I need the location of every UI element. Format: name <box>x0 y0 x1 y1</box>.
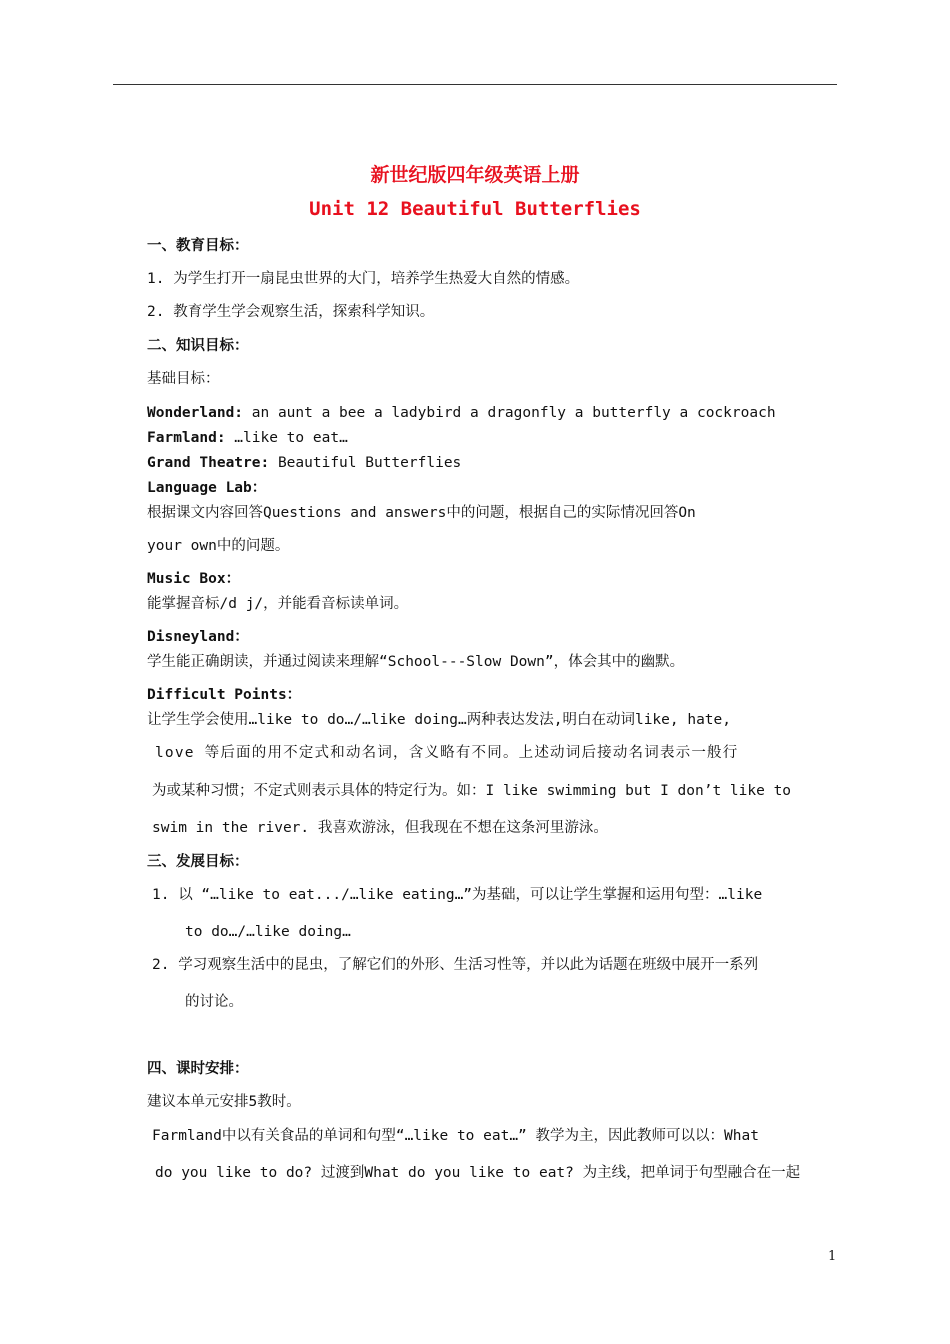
music-box-label: Music Box： <box>147 571 241 587</box>
difficult-points-text-3: 为或某种习惯；不定式则表示具体的特定行为。如：I like swimming but I don’t like to <box>152 783 792 799</box>
grand-theatre-label: Grand Theatre: <box>147 455 270 471</box>
section-heading-1: 一、教育目标： <box>147 238 249 254</box>
difficult-points-label: Difficult Points： <box>147 687 302 703</box>
section3-item-2-line-1: 2. 学习观察生活中的昆虫，了解它们的外形、生活习性等，并以此为话题在班级中展开一系列 <box>152 957 759 973</box>
section3-item-1-line-1: 1. 以 “…like to eat.../…like eating…”为基础，可以让学生掌握和运用句型：…like <box>152 887 763 903</box>
language-lab-label: Language Lab： <box>147 480 267 496</box>
section-heading-3: 三、发展目标： <box>147 854 249 870</box>
farmland-label: Farmland: <box>147 430 226 446</box>
grand-theatre-line <box>147 454 461 472</box>
difficult-points-text-1: 让学生学会使用…like to do…/…like doing…两种表达发法,明白在动词like, hate, <box>147 712 731 728</box>
music-box-text: 能掌握音标/d j/，并能看音标读单词。 <box>147 596 409 612</box>
difficult-points-text-4: swim in the river. 我喜欢游泳，但我现在不想在这条河里游泳。 <box>152 820 608 836</box>
section1-item-2: 2. 教育学生学会观察生活，探索科学知识。 <box>147 304 435 320</box>
wonderland-text: an aunt a bee a ladybird a dragonfly a butterfly a cockroach <box>243 405 776 421</box>
basic-goals-label: 基础目标： <box>147 371 220 387</box>
grand-theatre-text: Beautiful Butterflies <box>269 455 462 471</box>
section4-line-1: 建议本单元安排5教时。 <box>147 1094 301 1110</box>
section4-line-2: Farmland中以有关食品的单词和句型“…like to eat…” 教学为主，因此教师可以以：What <box>152 1128 759 1144</box>
language-lab-text-1: 根据课文内容回答Questions and answers中的问题，根据自己的实际情况回答On <box>147 505 696 521</box>
wonderland-label: Wonderland: <box>147 405 244 421</box>
document-title-en: Unit 12 Beautiful Butterflies <box>309 198 641 220</box>
section4-line-3: do you like to do? 过渡到What do you like to eat? 为主线，把单词于句型融合在一起 <box>155 1165 801 1181</box>
document-title-cn: 新世纪版四年级英语上册 <box>370 164 580 186</box>
section1-item-1: 1. 为学生打开一扇昆虫世界的大门，培养学生热爱大自然的情感。 <box>147 271 580 287</box>
wonderland-line <box>147 404 776 422</box>
disneyland-text: 学生能正确朗读，并通过阅读来理解“School---Slow Down”，体会其中的幽默。 <box>147 654 685 670</box>
page-number: 1 <box>828 1249 837 1264</box>
farmland-line <box>147 429 348 447</box>
difficult-points-text-2: love 等后面的用不定式和动名词，含义略有不同。上述动词后接动名词表示一般行 <box>155 745 739 761</box>
farmland-text: …like to eat… <box>225 430 348 446</box>
language-lab-text-2: your own中的问题。 <box>147 538 290 554</box>
disneyland-label: Disneyland： <box>147 629 249 645</box>
header-rule <box>113 84 837 85</box>
section3-item-2-line-2: 的讨论。 <box>185 994 243 1010</box>
section3-item-1-line-2: to do…/…like doing… <box>185 924 351 940</box>
section-heading-4: 四、课时安排： <box>147 1061 249 1077</box>
section-heading-2: 二、知识目标： <box>147 338 249 354</box>
